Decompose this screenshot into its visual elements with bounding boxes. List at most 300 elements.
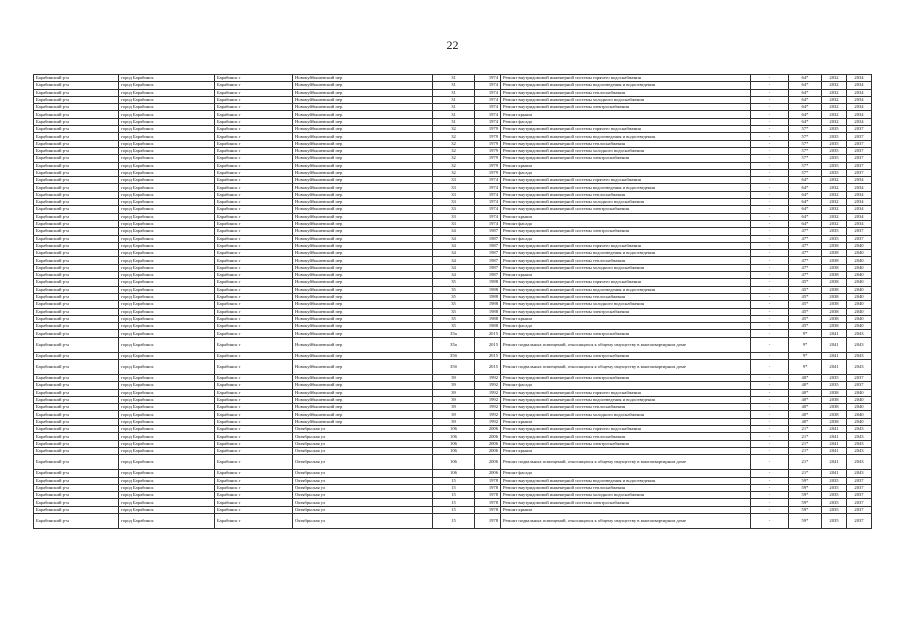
end-year-cell: 2037 [847, 133, 872, 140]
settlement-cell: Барабинск г [215, 155, 293, 162]
district-cell: Барабинский р-н [34, 228, 119, 235]
end-year-cell: 2043 [847, 352, 872, 359]
table-row [34, 264, 872, 271]
settlement-cell: Барабинск г [215, 184, 293, 191]
wear-cell: 64* [789, 213, 822, 220]
work-type-cell: Ремонт внутридомовой инженерной системы холодного водоснабжения [501, 199, 751, 206]
wear-cell: 64* [789, 111, 822, 118]
municipality-cell: город Барабинск [119, 389, 215, 396]
settlement-cell: Барабинск г [215, 286, 293, 293]
wear-cell: 40* [789, 389, 822, 396]
settlement-cell: Барабинск г [215, 470, 293, 477]
table-row [34, 220, 872, 227]
district-cell: Барабинский р-н [34, 111, 119, 118]
municipality-cell: город Барабинск [119, 330, 215, 337]
house-number-cell: 33 [433, 184, 475, 191]
street-cell: Новокуйбышевский пер [293, 301, 433, 308]
cost-cell: - [751, 396, 789, 403]
settlement-cell: Барабинск г [215, 126, 293, 133]
table-row [34, 352, 872, 359]
district-cell: Барабинский р-н [34, 242, 119, 249]
municipality-cell: город Барабинск [119, 308, 215, 315]
district-cell: Барабинский р-н [34, 75, 119, 82]
street-cell: Октябрьская ул [293, 447, 433, 454]
street-cell: Новокуйбышевский пер [293, 177, 433, 184]
build-year-cell: 1974 [475, 213, 501, 220]
district-cell: Барабинский р-н [34, 118, 119, 125]
build-year-cell: 1974 [475, 96, 501, 103]
work-type-cell: Ремонт внутридомовой инженерной системы водоотведения и водоотведения [501, 396, 751, 403]
build-year-cell: 1979 [475, 155, 501, 162]
cost-cell: - [751, 140, 789, 147]
house-number-cell: 33 [433, 220, 475, 227]
table-row [34, 89, 872, 96]
district-cell: Барабинский р-н [34, 191, 119, 198]
municipality-cell: город Барабинск [119, 404, 215, 411]
start-year-cell: 2038 [822, 411, 847, 418]
settlement-cell: Барабинск г [215, 75, 293, 82]
end-year-cell: 2040 [847, 286, 872, 293]
wear-cell: 64* [789, 206, 822, 213]
end-year-cell: 2034 [847, 206, 872, 213]
end-year-cell: 2037 [847, 506, 872, 513]
start-year-cell: 2038 [822, 286, 847, 293]
work-type-cell: Ремонт внутридомовой инженерной системы горячего водоснабжения [501, 426, 751, 433]
work-type-cell: Ремонт внутридомовой инженерной системы холодного водоснабжения [501, 492, 751, 499]
municipality-cell: город Барабинск [119, 447, 215, 454]
settlement-cell: Барабинск г [215, 228, 293, 235]
build-year-cell: 2006 [475, 433, 501, 440]
build-year-cell: 1974 [475, 206, 501, 213]
district-cell: Барабинский р-н [34, 499, 119, 506]
end-year-cell: 2040 [847, 242, 872, 249]
cost-cell: - [751, 264, 789, 271]
house-number-cell: 106 [433, 426, 475, 433]
street-cell: Новокуйбышевский пер [293, 155, 433, 162]
district-cell: Барабинский р-н [34, 126, 119, 133]
work-type-cell: Ремонт внутридомовой инженерной системы горячего водоснабжения [501, 75, 751, 82]
build-year-cell: 1992 [475, 418, 501, 425]
end-year-cell: 2040 [847, 404, 872, 411]
table-row [34, 257, 872, 264]
start-year-cell: 2038 [822, 396, 847, 403]
table-row [34, 286, 872, 293]
build-year-cell: 1974 [475, 184, 501, 191]
table-body [34, 75, 872, 529]
wear-cell: 59* [789, 506, 822, 513]
build-year-cell: 1974 [475, 191, 501, 198]
start-year-cell: 2041 [822, 337, 847, 352]
municipality-cell: город Барабинск [119, 506, 215, 513]
settlement-cell: Барабинск г [215, 404, 293, 411]
table-row [34, 75, 872, 82]
work-type-cell: Ремонт внутридомовой инженерной системы водоотведения и водоотведения [501, 82, 751, 89]
house-number-cell: 106 [433, 433, 475, 440]
end-year-cell: 2037 [847, 477, 872, 484]
street-cell: Новокуйбышевский пер [293, 418, 433, 425]
work-type-cell: Ремонт внутридомовой инженерной системы теплоснабжения [501, 89, 751, 96]
work-type-cell: Ремонт внутридомовой инженерной системы теплоснабжения [501, 404, 751, 411]
start-year-cell: 2035 [822, 147, 847, 154]
wear-cell: 21* [789, 440, 822, 447]
settlement-cell: Барабинск г [215, 177, 293, 184]
municipality-cell: город Барабинск [119, 213, 215, 220]
house-number-cell: 33 [433, 199, 475, 206]
start-year-cell: 2041 [822, 359, 847, 374]
wear-cell: 57* [789, 126, 822, 133]
settlement-cell: Барабинск г [215, 147, 293, 154]
municipality-cell: город Барабинск [119, 155, 215, 162]
cost-cell: - [751, 133, 789, 140]
house-number-cell: 34 [433, 257, 475, 264]
work-type-cell: Ремонт внутридомовой инженерной системы теплоснабжения [501, 484, 751, 491]
street-cell: Новокуйбышевский пер [293, 162, 433, 169]
house-number-cell: 15 [433, 506, 475, 513]
start-year-cell: 2038 [822, 250, 847, 257]
district-cell: Барабинский р-н [34, 470, 119, 477]
table-row [34, 470, 872, 477]
start-year-cell: 2038 [822, 293, 847, 300]
build-year-cell: 1974 [475, 177, 501, 184]
street-cell: Новокуйбышевский пер [293, 133, 433, 140]
end-year-cell: 2034 [847, 104, 872, 111]
end-year-cell: 2043 [847, 433, 872, 440]
wear-cell: 47* [789, 250, 822, 257]
build-year-cell: 1974 [475, 199, 501, 206]
settlement-cell: Барабинск г [215, 484, 293, 491]
wear-cell: 47* [789, 242, 822, 249]
end-year-cell: 2040 [847, 257, 872, 264]
end-year-cell: 2037 [847, 235, 872, 242]
work-type-cell: Ремонт внутридомовой инженерной системы электроснабжения [501, 206, 751, 213]
build-year-cell: 1988 [475, 286, 501, 293]
wear-cell: 9* [789, 352, 822, 359]
table-row [34, 235, 872, 242]
wear-cell: 9* [789, 337, 822, 352]
cost-cell: - [751, 104, 789, 111]
street-cell: Новокуйбышевский пер [293, 111, 433, 118]
start-year-cell: 2041 [822, 433, 847, 440]
table-row [34, 140, 872, 147]
district-cell: Барабинский р-н [34, 506, 119, 513]
build-year-cell: 2015 [475, 337, 501, 352]
cost-cell: - [751, 374, 789, 381]
end-year-cell: 2034 [847, 89, 872, 96]
cost-cell: - [751, 433, 789, 440]
work-type-cell: Ремонт подвальных помещений, относящихся к общему имуществу в многоквартирном доме [501, 455, 751, 470]
end-year-cell: 2040 [847, 264, 872, 271]
street-cell: Октябрьская ул [293, 470, 433, 477]
cost-cell: - [751, 250, 789, 257]
house-number-cell: 31 [433, 104, 475, 111]
work-type-cell: Ремонт внутридомовой инженерной системы горячего водоснабжения [501, 389, 751, 396]
end-year-cell: 2034 [847, 184, 872, 191]
build-year-cell: 1988 [475, 315, 501, 322]
settlement-cell: Барабинск г [215, 455, 293, 470]
cost-cell: - [751, 404, 789, 411]
start-year-cell: 2041 [822, 352, 847, 359]
build-year-cell: 2015 [475, 330, 501, 337]
work-type-cell: Ремонт внутридомовой инженерной системы электроснабжения [501, 155, 751, 162]
district-cell: Барабинский р-н [34, 235, 119, 242]
build-year-cell: 1992 [475, 382, 501, 389]
table-row [34, 382, 872, 389]
house-number-cell: 34 [433, 228, 475, 235]
end-year-cell: 2043 [847, 447, 872, 454]
district-cell: Барабинский р-н [34, 389, 119, 396]
build-year-cell: 1979 [475, 147, 501, 154]
district-cell: Барабинский р-н [34, 293, 119, 300]
house-number-cell: 32 [433, 126, 475, 133]
municipality-cell: город Барабинск [119, 514, 215, 529]
street-cell: Новокуйбышевский пер [293, 396, 433, 403]
street-cell: Новокуйбышевский пер [293, 213, 433, 220]
work-type-cell: Ремонт внутридомовой инженерной системы теплоснабжения [501, 191, 751, 198]
wear-cell: 9* [789, 330, 822, 337]
district-cell: Барабинский р-н [34, 96, 119, 103]
street-cell: Новокуйбышевский пер [293, 389, 433, 396]
district-cell: Барабинский р-н [34, 433, 119, 440]
cost-cell: - [751, 418, 789, 425]
settlement-cell: Барабинск г [215, 382, 293, 389]
municipality-cell: город Барабинск [119, 89, 215, 96]
start-year-cell: 2032 [822, 111, 847, 118]
cost-cell: - [751, 323, 789, 330]
cost-cell: - [751, 96, 789, 103]
table-row [34, 206, 872, 213]
end-year-cell: 2037 [847, 126, 872, 133]
work-type-cell: Ремонт подвальных помещений, относящихся к общему имуществу в многоквартирном доме [501, 514, 751, 529]
house-number-cell: 32 [433, 140, 475, 147]
cost-cell: - [751, 199, 789, 206]
house-number-cell: 35 [433, 323, 475, 330]
wear-cell: 21* [789, 447, 822, 454]
end-year-cell: 2040 [847, 323, 872, 330]
end-year-cell: 2043 [847, 337, 872, 352]
house-number-cell: 15 [433, 477, 475, 484]
wear-cell: 57* [789, 133, 822, 140]
work-type-cell: Ремонт внутридомовой инженерной системы теплоснабжения [501, 293, 751, 300]
wear-cell: 40* [789, 411, 822, 418]
build-year-cell: 1979 [475, 133, 501, 140]
page-number: 22 [446, 38, 459, 52]
work-type-cell: Ремонт крыши [501, 506, 751, 513]
start-year-cell: 2032 [822, 96, 847, 103]
start-year-cell: 2038 [822, 257, 847, 264]
street-cell: Новокуйбышевский пер [293, 104, 433, 111]
settlement-cell: Барабинск г [215, 323, 293, 330]
district-cell: Барабинский р-н [34, 301, 119, 308]
street-cell: Новокуйбышевский пер [293, 75, 433, 82]
start-year-cell: 2035 [822, 374, 847, 381]
street-cell: Новокуйбышевский пер [293, 330, 433, 337]
settlement-cell: Барабинск г [215, 235, 293, 242]
end-year-cell: 2043 [847, 426, 872, 433]
house-number-cell: 31 [433, 75, 475, 82]
table-row [34, 279, 872, 286]
house-number-cell: 106 [433, 447, 475, 454]
work-type-cell: Ремонт внутридомовой инженерной системы холодного водоснабжения [501, 264, 751, 271]
table-row [34, 308, 872, 315]
house-number-cell: 33 [433, 213, 475, 220]
street-cell: Октябрьская ул [293, 484, 433, 491]
house-number-cell: 32 [433, 169, 475, 176]
house-number-cell: 15 [433, 484, 475, 491]
work-type-cell: Ремонт крыши [501, 315, 751, 322]
district-cell: Барабинский р-н [34, 220, 119, 227]
start-year-cell: 2041 [822, 440, 847, 447]
wear-cell: 21* [789, 433, 822, 440]
house-number-cell: 31 [433, 89, 475, 96]
start-year-cell: 2032 [822, 191, 847, 198]
start-year-cell: 2035 [822, 155, 847, 162]
district-cell: Барабинский р-н [34, 426, 119, 433]
end-year-cell: 2034 [847, 220, 872, 227]
house-number-cell: 34 [433, 272, 475, 279]
municipality-cell: город Барабинск [119, 96, 215, 103]
house-number-cell: 39 [433, 389, 475, 396]
build-year-cell: 1987 [475, 242, 501, 249]
table-row [34, 440, 872, 447]
table-row [34, 126, 872, 133]
settlement-cell: Барабинск г [215, 308, 293, 315]
municipality-cell: город Барабинск [119, 470, 215, 477]
table-row [34, 199, 872, 206]
wear-cell: 59* [789, 477, 822, 484]
house-number-cell: 106 [433, 470, 475, 477]
municipality-cell: город Барабинск [119, 382, 215, 389]
cost-cell: - [751, 389, 789, 396]
house-number-cell: 32 [433, 155, 475, 162]
build-year-cell: 1992 [475, 374, 501, 381]
work-type-cell: Ремонт крыши [501, 111, 751, 118]
district-cell: Барабинский р-н [34, 213, 119, 220]
end-year-cell: 2037 [847, 140, 872, 147]
municipality-cell: город Барабинск [119, 418, 215, 425]
cost-cell: - [751, 477, 789, 484]
build-year-cell: 1987 [475, 264, 501, 271]
house-number-cell: 33 [433, 206, 475, 213]
district-cell: Барабинский р-н [34, 418, 119, 425]
street-cell: Новокуйбышевский пер [293, 147, 433, 154]
district-cell: Барабинский р-н [34, 104, 119, 111]
street-cell: Новокуйбышевский пер [293, 140, 433, 147]
build-year-cell: 2006 [475, 470, 501, 477]
start-year-cell: 2035 [822, 382, 847, 389]
municipality-cell: город Барабинск [119, 199, 215, 206]
cost-cell: - [751, 411, 789, 418]
wear-cell: 40* [789, 382, 822, 389]
build-year-cell: 2006 [475, 426, 501, 433]
table-row [34, 118, 872, 125]
start-year-cell: 2035 [822, 169, 847, 176]
work-type-cell: Ремонт внутридомовой инженерной системы водоотведения и водоотведения [501, 184, 751, 191]
district-cell: Барабинский р-н [34, 169, 119, 176]
house-number-cell: 35а [433, 330, 475, 337]
district-cell: Барабинский р-н [34, 257, 119, 264]
cost-cell: - [751, 82, 789, 89]
street-cell: Новокуйбышевский пер [293, 206, 433, 213]
work-type-cell: Ремонт внутридомовой инженерной системы горячего водоснабжения [501, 279, 751, 286]
municipality-cell: город Барабинск [119, 104, 215, 111]
district-cell: Барабинский р-н [34, 477, 119, 484]
table-row [34, 250, 872, 257]
cost-cell: - [751, 184, 789, 191]
house-number-cell: 35а [433, 337, 475, 352]
start-year-cell: 2038 [822, 404, 847, 411]
street-cell: Новокуйбышевский пер [293, 286, 433, 293]
end-year-cell: 2034 [847, 199, 872, 206]
end-year-cell: 2037 [847, 484, 872, 491]
end-year-cell: 2043 [847, 359, 872, 374]
settlement-cell: Барабинск г [215, 492, 293, 499]
table-row [34, 155, 872, 162]
house-number-cell: 31 [433, 82, 475, 89]
settlement-cell: Барабинск г [215, 447, 293, 454]
settlement-cell: Барабинск г [215, 426, 293, 433]
municipality-cell: город Барабинск [119, 206, 215, 213]
house-number-cell: 33 [433, 191, 475, 198]
wear-cell: 45* [789, 293, 822, 300]
settlement-cell: Барабинск г [215, 477, 293, 484]
street-cell: Новокуйбышевский пер [293, 250, 433, 257]
district-cell: Барабинский р-н [34, 250, 119, 257]
district-cell: Барабинский р-н [34, 337, 119, 352]
house-number-cell: 35 [433, 315, 475, 322]
table-row [34, 301, 872, 308]
build-year-cell: 1974 [475, 89, 501, 96]
end-year-cell: 2034 [847, 213, 872, 220]
street-cell: Новокуйбышевский пер [293, 191, 433, 198]
end-year-cell: 2043 [847, 440, 872, 447]
settlement-cell: Барабинск г [215, 140, 293, 147]
district-cell: Барабинский р-н [34, 382, 119, 389]
end-year-cell: 2034 [847, 82, 872, 89]
table-row [34, 492, 872, 499]
municipality-cell: город Барабинск [119, 455, 215, 470]
build-year-cell: 2006 [475, 447, 501, 454]
district-cell: Барабинский р-н [34, 440, 119, 447]
municipality-cell: город Барабинск [119, 177, 215, 184]
settlement-cell: Барабинск г [215, 199, 293, 206]
municipality-cell: город Барабинск [119, 272, 215, 279]
wear-cell: 45* [789, 286, 822, 293]
district-cell: Барабинский р-н [34, 352, 119, 359]
table-row [34, 323, 872, 330]
work-type-cell: Ремонт внутридомовой инженерной системы электроснабжения [501, 440, 751, 447]
street-cell: Новокуйбышевский пер [293, 352, 433, 359]
cost-cell: - [751, 279, 789, 286]
build-year-cell: 1978 [475, 477, 501, 484]
wear-cell: 9* [789, 359, 822, 374]
start-year-cell: 2041 [822, 426, 847, 433]
work-type-cell: Ремонт внутридомовой инженерной системы холодного водоснабжения [501, 147, 751, 154]
district-cell: Барабинский р-н [34, 206, 119, 213]
build-year-cell: 1978 [475, 499, 501, 506]
cost-cell: - [751, 506, 789, 513]
street-cell: Новокуйбышевский пер [293, 308, 433, 315]
settlement-cell: Барабинск г [215, 191, 293, 198]
district-cell: Барабинский р-н [34, 286, 119, 293]
wear-cell: 59* [789, 499, 822, 506]
municipality-cell: город Барабинск [119, 374, 215, 381]
cost-cell: - [751, 147, 789, 154]
build-year-cell: 1988 [475, 293, 501, 300]
end-year-cell: 2043 [847, 470, 872, 477]
work-type-cell: Ремонт фасада [501, 470, 751, 477]
end-year-cell: 2034 [847, 75, 872, 82]
build-year-cell: 1979 [475, 126, 501, 133]
